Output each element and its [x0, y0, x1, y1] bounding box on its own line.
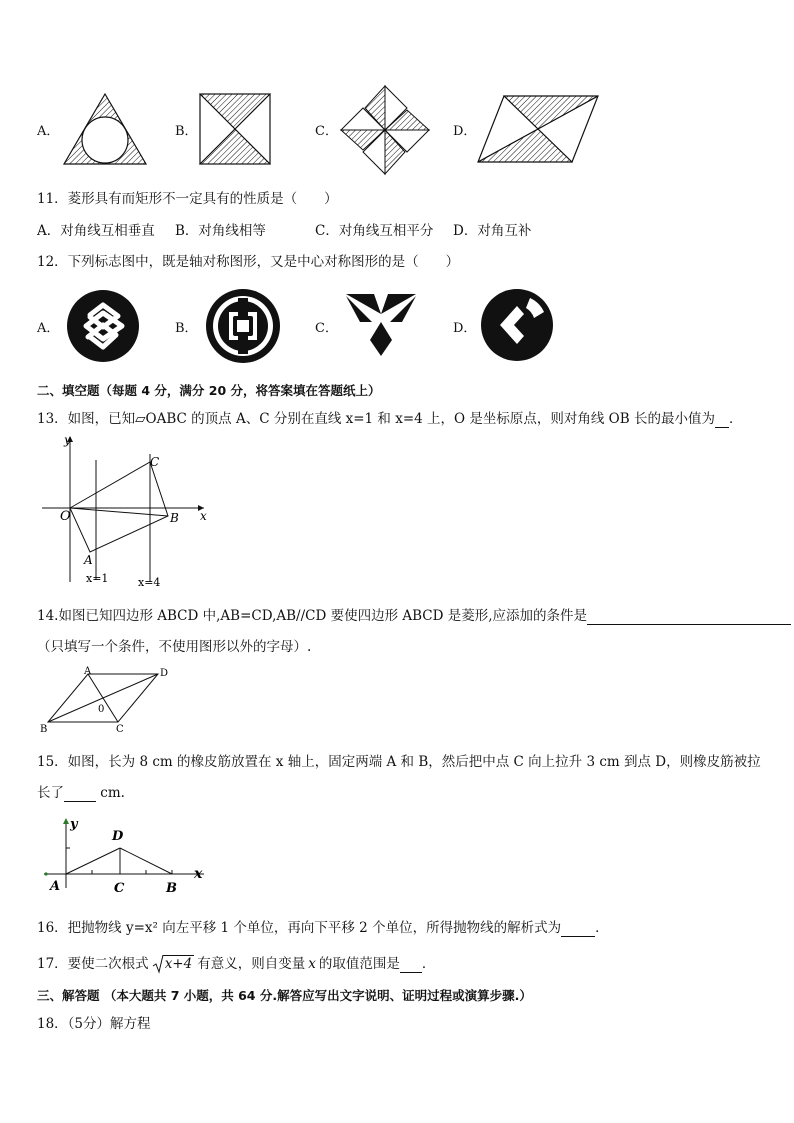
- q15-label-d: D: [112, 829, 124, 844]
- q17-answer-blank[interactable]: [400, 956, 422, 973]
- q10-option-c-label: C．: [315, 124, 338, 139]
- q10-figure-d: [476, 94, 600, 164]
- q14-answer-blank[interactable]: [587, 608, 791, 625]
- q13-end: ．: [728, 411, 743, 427]
- q14-label-o: 0: [98, 704, 105, 715]
- q13-label-a: A: [84, 553, 93, 567]
- q16-answer-blank[interactable]: [561, 920, 595, 937]
- q14-label-a: A: [84, 666, 92, 677]
- q14-text: [37, 604, 791, 625]
- q10-figure-b: [199, 93, 271, 165]
- q12-option-c-label: C．: [315, 321, 338, 336]
- q16-text: [37, 916, 609, 937]
- q15-label-c: C: [114, 881, 125, 896]
- q17-end: ．: [421, 956, 436, 972]
- q13-label-x: x: [200, 509, 207, 523]
- q13-text: [37, 407, 742, 428]
- section2-title: 二、填空题（每题 4 分，满分 20 分，将答案填在答题纸上）: [37, 383, 381, 398]
- q14-label-d: D: [160, 668, 169, 679]
- q11-option-c: C．对角线互相平分: [315, 223, 434, 239]
- q15-figure: [40, 814, 210, 898]
- q14-label-b: B: [40, 724, 48, 735]
- section3-title: 三、解答题 （本大题共 7 小题，共 64 分.解答应写出文字说明、证明过程或演算步骤.）: [37, 988, 532, 1003]
- q12-logo-a-icon: [66, 289, 140, 363]
- q10-option-d-label: D．: [453, 124, 477, 139]
- q10-figure-c: [339, 84, 431, 176]
- q13-label-y: y: [64, 433, 71, 447]
- q11-option-a: A．对角线互相垂直: [37, 223, 155, 239]
- q13-label-c: C: [150, 455, 160, 469]
- q12-logo-d-icon: [480, 288, 554, 362]
- q13-label-b: B: [170, 511, 179, 525]
- q11-option-d: D．对角互补: [453, 223, 532, 239]
- q14-note: （只填写一个条件，不使用图形以外的字母）.: [37, 639, 312, 655]
- q17-variable: x: [308, 956, 316, 972]
- q15-stem: 15．如图，长为 8 cm 的橡皮筋放置在 x 轴上，固定两端 A 和 B，然后把中点 C 向上拉升 3 cm 到点 D，则橡皮筋被拉: [37, 754, 761, 770]
- q15-line2: [37, 781, 125, 802]
- q18-stem: 18．（5分）解方程: [37, 1016, 151, 1032]
- q15-line2-suffix: cm.: [100, 785, 125, 801]
- q13-stem: 13．如图，已知▱OABC 的顶点 A、C 分别在直线 x=1 和 x=4 上，O 是坐标原点，则对角线 OB 长的最小值为: [37, 411, 715, 427]
- q17-suffix: 的取值范围是: [318, 956, 400, 972]
- q12-logo-b-icon: [205, 288, 281, 364]
- q15-label-a: A: [50, 879, 61, 894]
- q12-option-d-label: D．: [453, 321, 477, 336]
- q13-figure: [38, 432, 218, 592]
- q17-prefix: 17．要使二次根式: [37, 956, 149, 972]
- q17-mid: 有意义，则自变量: [197, 956, 306, 972]
- q15-label-x: x: [194, 866, 203, 882]
- q17-radical: [152, 956, 195, 972]
- q10-figure-a: [62, 92, 148, 166]
- q14-stem: 14.如图已知四边形 ABCD 中,AB=CD,AB//CD 要使四边形 ABCD 是菱形,应添加的条件是: [37, 608, 588, 624]
- q12-logo-c-icon: [344, 292, 418, 358]
- q17-radicand: x+4: [164, 956, 193, 972]
- q15-answer-blank[interactable]: [64, 785, 96, 802]
- q15-line2-prefix: 长了: [37, 785, 64, 801]
- q16-end: ．: [595, 920, 609, 936]
- q13-label-line1: x=1: [86, 572, 109, 585]
- q13-answer-blank[interactable]: [715, 411, 729, 428]
- q15-label-b: B: [166, 881, 177, 896]
- q12-option-b-label: B．: [175, 321, 198, 336]
- q16-stem: 16．把抛物线 y=x² 向左平移 1 个单位，再向下平移 2 个单位，所得抛物线的解析式为: [37, 920, 562, 936]
- q14-figure: [38, 664, 170, 736]
- q13-label-line2: x=4: [138, 576, 161, 589]
- q12-option-a-label: A．: [37, 321, 60, 336]
- q15-label-y: y: [70, 817, 78, 832]
- q17-text: [37, 952, 435, 973]
- q13-label-o: O: [60, 509, 71, 524]
- q10-option-b-label: B．: [175, 124, 198, 139]
- q10-option-a-label: A．: [37, 124, 60, 139]
- q12-stem: 12．下列标志图中，既是轴对称图形，又是中心对称图形的是（ ）: [37, 254, 460, 270]
- q14-label-c: C: [116, 724, 124, 735]
- q11-option-b: B．对角线相等: [175, 223, 266, 239]
- q11-stem: 11．菱形具有而矩形不一定具有的性质是（ ）: [37, 191, 338, 207]
